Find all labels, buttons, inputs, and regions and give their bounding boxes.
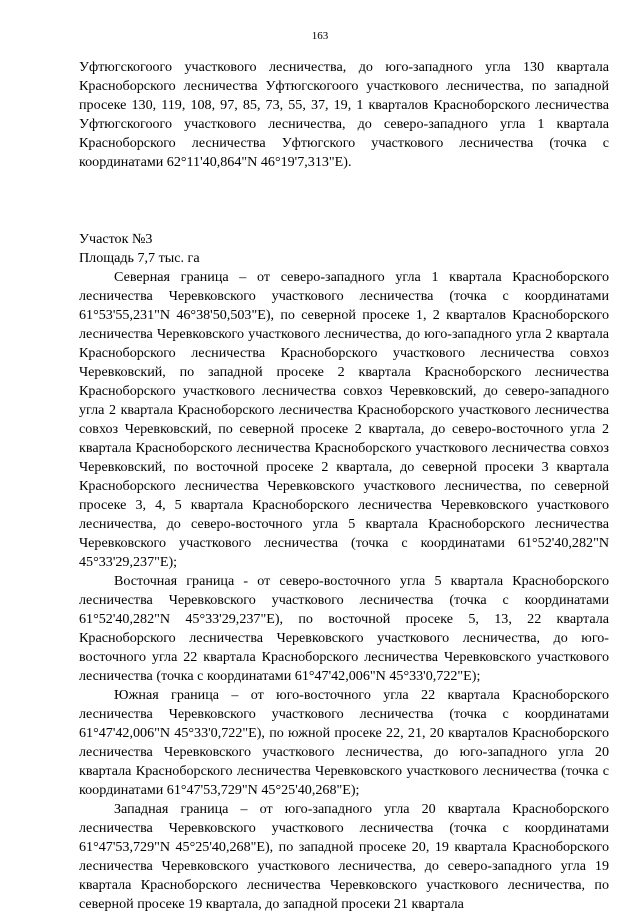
section-area: Площадь 7,7 тыс. га	[79, 250, 200, 266]
document-body	[79, 58, 609, 914]
west-border-paragraph: Западная граница – от юго-западного угла 20 квартала Красноборского лесничества Черевковского участкового лесничества (точка с координатами 61°47'53,729"N 45°25'40,268"E), по западной просеке 20, 19 квартала Красноборского лесничества Черевковского участкового лесничества, до северо-западного угла 19 квартала Красноборского лесничества Черевковского участкового лесничества, по северной просеке 19 квартала, до западной просеки 21 квартала	[79, 801, 609, 912]
intro-paragraph: Уфтюгскогоого участкового лесничества, до юго-западного угла 130 квартала Красноборского лесничества Уфтюгскогоого участкового лесничества, по западной просеке 130, 119, 108, 97, 85, 73, 55, 37, 19, 1 кварталов Красноборского лесничества Уфтюгскогоого участкового лесничества, до северо-западного угла 1 квартала Красноборского лесничества Уфтюгского участкового лесничества (точка с координатами 62°11'40,864"N 46°19'7,313"E).	[79, 59, 609, 170]
east-border-paragraph: Восточная граница - от северо-восточного угла 5 квартала Красноборского лесничества Черевковского участкового лесничества (точка с координатами 61°52'40,282"N 45°33'29,237"E), по восточной просеке 5, 13, 22 квартала Красноборского лесничества Черевковского участкового лесничества, до юго-восточного угла 22 квартала Красноборского лесничества Черевковского участкового лесничества (точка с координатами 61°47'42,006"N 45°33'0,722"E);	[79, 573, 609, 684]
section-title: Участок №3	[79, 231, 153, 247]
south-border-paragraph: Южная граница – от юго-восточного угла 22 квартала Красноборского лесничества Черевковского участкового лесничества (точка с координатами 61°47'42,006"N 45°33'0,722"E), по южной просеке 22, 21, 20 кварталов Красноборского лесничества Черевковского участкового лесничества, до юго-западного угла 20 квартала Красноборского лесничества Черевковского участкового лесничества (точка с координатами 61°47'53,729"N 45°25'40,268"E);	[79, 687, 609, 798]
page-number: 163	[311, 30, 329, 42]
north-border-paragraph: Северная граница – от северо-западного угла 1 квартала Красноборского лесничества Черевковского участкового лесничества (точка с координатами 61°53'55,231"N 46°38'50,503"E), по северной просеке 1, 2 кварталов Красноборского лесничества Черевковского участкового лесничества, до юго-западного угла 2 квартала Красноборского лесничества Красноборского участкового лесничества совхоз Черевковский, по западной просеке 2 квартала Красноборского лесничества Красноборского участкового лесничества совхоз Черевковский, до северо-западного угла 2 квартала Красноборского лесничества Красноборского участкового лесничества совхоз Черевковский, по северной просеке 2 квартала, до северо-восточного угла 2 квартала Красноборского лесничества Красноборского участкового лесничества совхоз Черевковский, по восточной просеке 2 квартала, до северной просеки 3 квартала Красноборского лесничества Черевковского участкового лесничества, по северной просеке 3, 4, 5 квартала Красноборского лесничества Черевковского участкового лесничества, до северо-восточного угла 5 квартала Красноборского лесничества Черевковского участкового лесничества (точка с координатами 61°52'40,282"N 45°33'29,237"E);	[79, 269, 609, 570]
